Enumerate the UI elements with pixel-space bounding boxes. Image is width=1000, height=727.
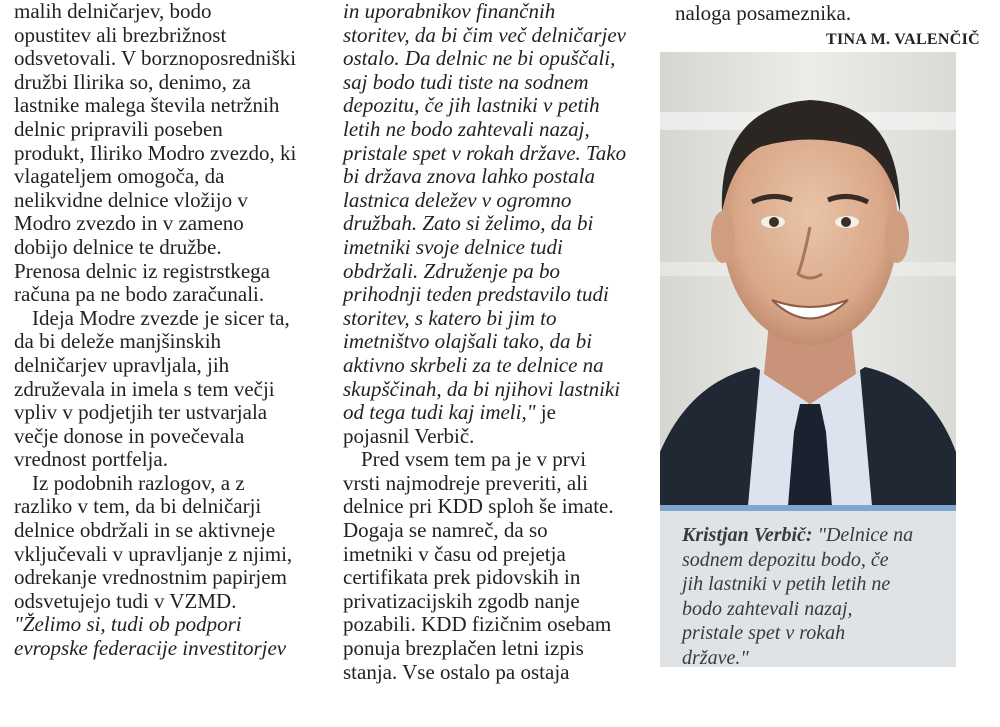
quote-line: in uporabnikov finančnih [343, 0, 556, 23]
paragraph-3 [14, 472, 314, 614]
quote-continued [343, 0, 643, 448]
attribution: pojasnil Verbič. [343, 423, 475, 448]
text-line: večje donose in povečevala [14, 423, 245, 448]
caption-name: Kristjan Verbič: [682, 524, 813, 546]
paragraph-2 [14, 307, 314, 472]
paragraph-1 [14, 0, 314, 307]
text-line: certifikata prek pidovskih in [343, 565, 581, 590]
text-line: odrekanje vrednostnim papirjem [14, 565, 287, 590]
text-line: Pred vsem tem pa je v prvi [361, 447, 587, 472]
author-byline: TINA M. VALENČIČ [825, 31, 980, 48]
quote-line: "Želimo si, tudi ob podpori [14, 612, 242, 637]
portrait-illustration [660, 52, 956, 506]
text-line: produkt, Iliriko Modro zvezdo, ki [14, 140, 297, 165]
quote-line: obdržali. Združenje pa bo [343, 258, 561, 283]
quote-line: letih ne bodo zahtevali nazaj, [343, 116, 590, 141]
text-line: razliko v tem, da bi delničarji [14, 494, 262, 519]
quote-line: prihodnji teden predstavilo tudi [343, 282, 609, 307]
portrait-photo [660, 52, 956, 506]
caption-line: "Delnice na [812, 524, 914, 546]
text-line: nelikvidne delnice vložijo v [14, 187, 248, 212]
quote-line: ostalo. Da delnic ne bi opuščali, [343, 46, 616, 71]
text-line: stanja. Vse ostalo pa ostaja [343, 659, 570, 684]
quote-line: imetništvo olajšali tako, da bi [343, 329, 593, 354]
quote-line: lastnica deležev v ogromno [343, 187, 572, 212]
text-line: Dogaja se namreč, da so [343, 518, 548, 543]
quote-last-line [343, 401, 643, 425]
paragraph-4 [343, 448, 643, 684]
quote-line: depozitu, če jih lastniki v petih [343, 93, 600, 118]
quote-line: evropske federacije investitorjev [14, 636, 287, 661]
quote-line: skupščinah, da bi njihovi lastniki [343, 376, 621, 401]
caption-line: sodnem depozitu bodo, če [682, 548, 889, 571]
text-line: dobijo delnice te družbe. [14, 234, 222, 259]
quote-start [14, 613, 314, 660]
text-line: opustitev ali brezbrižnost [14, 22, 227, 47]
text-line: da bi deleže manjšinskih [14, 329, 222, 354]
quote-line: aktivno skrbeli za te delnice na [343, 352, 604, 377]
quote-line: saj bodo tudi tiste na sodnem [343, 69, 589, 94]
closing-line: naloga posameznika. [675, 1, 852, 25]
caption-line: pristale spet v rokah [682, 622, 846, 644]
text-line: pozabili. KDD fizičnim osebam [343, 612, 612, 637]
text-line: privatizacijskih zgodb nanje [343, 588, 580, 613]
article-column-1 [14, 0, 314, 661]
quote-line: bi država znova lahko postala [343, 164, 595, 189]
quote-line: imetniki svoje delnice tudi [343, 234, 563, 259]
text-line: odsvetovali. V borznoposredniški [14, 46, 297, 71]
text-line: Prenosa delnic iz registrstkega [14, 258, 270, 283]
caption-line: države." [682, 646, 749, 669]
text-line: vpliv v podjetjih ter ustvarjala [14, 400, 268, 425]
text-line: vključevali v upravljanje z njimi, [14, 541, 293, 566]
text-line: računa pa ne bodo zaračunali. [14, 282, 265, 307]
text-line: odsvetujejo tudi v VZMD. [14, 588, 237, 613]
text-line: delnice obdržali in se aktivneje [14, 518, 276, 543]
quote-line: družbah. Zato si želimo, da bi [343, 211, 594, 236]
article-column-2 [343, 0, 643, 684]
photo-caption [660, 511, 956, 667]
text-line: vrsti najmodreje preveriti, ali [343, 470, 588, 495]
quote-line: storitev, s katero bi jim to [343, 305, 557, 330]
text-line: združevala in imela s tem večji [14, 376, 275, 401]
text-line: imetniki v času od prejetja [343, 541, 566, 566]
caption-line: bodo zahtevali nazaj, [682, 597, 853, 620]
caption-line: jih lastniki v petih letih ne [682, 573, 891, 595]
quote-line: od tega tudi kaj imeli," [343, 400, 536, 425]
text-line: malih delničarjev, bodo [14, 0, 212, 23]
text-line: Iz podobnih razlogov, a z [32, 470, 245, 495]
text-line: ponuja brezplačen letni izpis [343, 636, 584, 661]
text-line: Ideja Modre zvezde je sicer ta, [32, 305, 290, 330]
text-line: lastnike malega števila netržnih [14, 93, 280, 118]
text-line: družbi Ilirika so, denimo, za [14, 69, 251, 94]
text-line: vlagateljem omogoča, da [14, 164, 225, 189]
text-line: delnic pripravili poseben [14, 116, 223, 141]
text-line: delničarjev upravljala, jih [14, 352, 230, 377]
text-line: Modro zvezdo in v zameno [14, 211, 244, 236]
text-line: vrednost portfelja. [14, 447, 168, 472]
quote-line: pristale spet v rokah države. Tako [343, 140, 627, 165]
quote-tail: je [535, 400, 556, 425]
quote-line: storitev, da bi čim več delničarjev [343, 22, 627, 47]
text-line: delnice pri KDD sploh še imate. [343, 494, 614, 519]
